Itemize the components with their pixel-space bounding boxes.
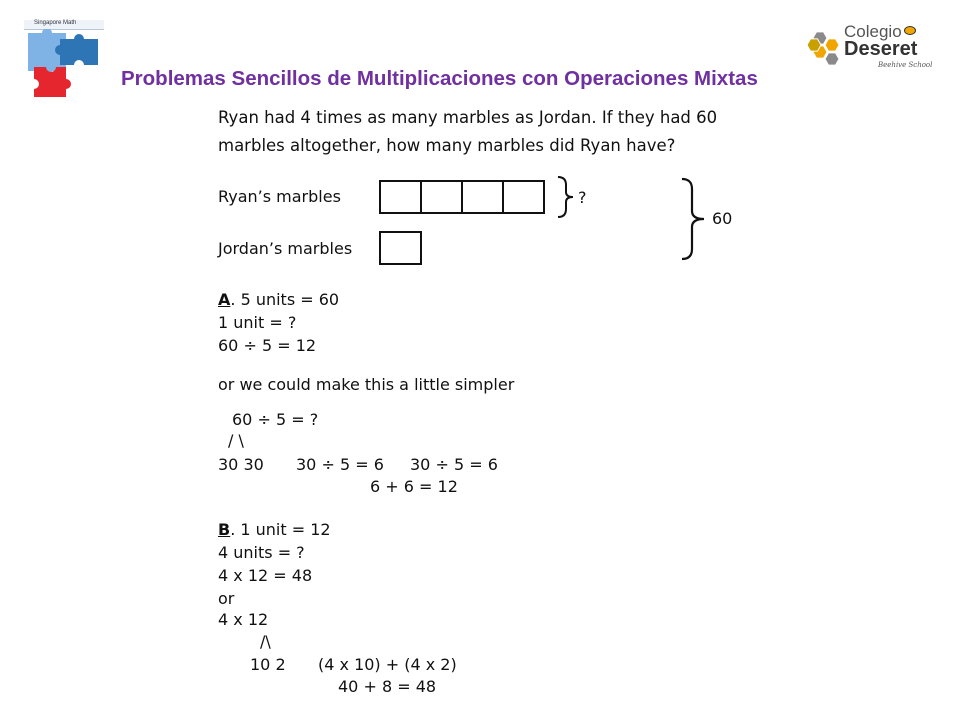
method-a-line-3: 60 ÷ 5 = 12 — [218, 336, 317, 355]
method-a-line-1 — [218, 290, 339, 309]
method-b-branch: /\ — [260, 632, 271, 651]
logo-line-deseret: Deseret — [844, 38, 918, 60]
logo-header-text: Singapore Math — [34, 20, 77, 26]
ryan-unit-box — [461, 180, 504, 214]
honeycomb-cell — [825, 39, 839, 51]
method-a-simpler: or we could make this a little simpler — [218, 375, 515, 394]
method-a-sum: 6 + 6 = 12 — [370, 477, 458, 496]
ryan-unknown: ? — [578, 188, 587, 207]
method-a-part-calc-2: 30 ÷ 5 = 6 — [410, 455, 498, 474]
ryan-label: Ryan’s marbles — [218, 187, 341, 206]
puzzle-piece-red — [34, 67, 71, 97]
bee-icon — [904, 26, 916, 35]
method-b-marker: B — [218, 520, 231, 539]
method-b-line-1 — [218, 520, 331, 539]
method-a-line-1-text: . 5 units = 60 — [230, 290, 340, 309]
honeycomb-cell — [825, 53, 839, 65]
method-b-line-3: 4 x 12 = 48 — [218, 566, 313, 585]
ryan-unit-box — [379, 180, 422, 214]
method-b-result: 40 + 8 = 48 — [338, 677, 437, 696]
method-a-split-top: 60 ÷ 5 = ? — [232, 410, 319, 429]
honeycomb-icon — [808, 28, 848, 68]
method-b-line-1-text: . 1 unit = 12 — [230, 520, 331, 539]
method-b-line-5: 4 x 12 — [218, 610, 269, 629]
jordan-bar — [379, 231, 421, 265]
ryan-brace — [556, 175, 576, 219]
ryan-unit-box — [420, 180, 463, 214]
question-line-1: Ryan had 4 times as many marbles as Jordan. If they had 60 — [218, 108, 718, 127]
method-b-line-2: 4 units = ? — [218, 543, 305, 562]
method-b-or: or — [218, 589, 235, 608]
method-a-line-2: 1 unit = ? — [218, 313, 297, 332]
total-value: 60 — [712, 209, 733, 228]
method-a-split-parts: 30 30 — [218, 455, 264, 474]
question-line-2: marbles altogether, how many marbles did Ryan have? — [218, 136, 676, 155]
method-a-split-branch: / \ — [228, 431, 244, 450]
ryan-bar — [379, 180, 543, 214]
method-a-part-calc-1: 30 ÷ 5 = 6 — [296, 455, 384, 474]
logo-line-colegio: Colegio — [844, 22, 902, 41]
method-b-distribute: (4 x 10) + (4 x 2) — [318, 655, 457, 674]
method-b-parts: 10 2 — [250, 655, 286, 674]
puzzle-pieces-icon — [24, 29, 104, 99]
jordan-unit-box — [379, 231, 422, 265]
honeycomb-cell — [808, 39, 821, 51]
logo-tagline: Beehive School — [878, 61, 933, 69]
total-brace — [680, 177, 708, 261]
method-a-marker: A — [218, 290, 231, 309]
jordan-label: Jordan’s marbles — [218, 239, 353, 258]
colegio-deseret-logo — [808, 24, 938, 76]
singapore-math-logo — [24, 20, 104, 98]
page-title: Problemas Sencillos de Multiplicaciones con Operaciones Mixtas — [121, 67, 758, 90]
ryan-unit-box — [502, 180, 545, 214]
